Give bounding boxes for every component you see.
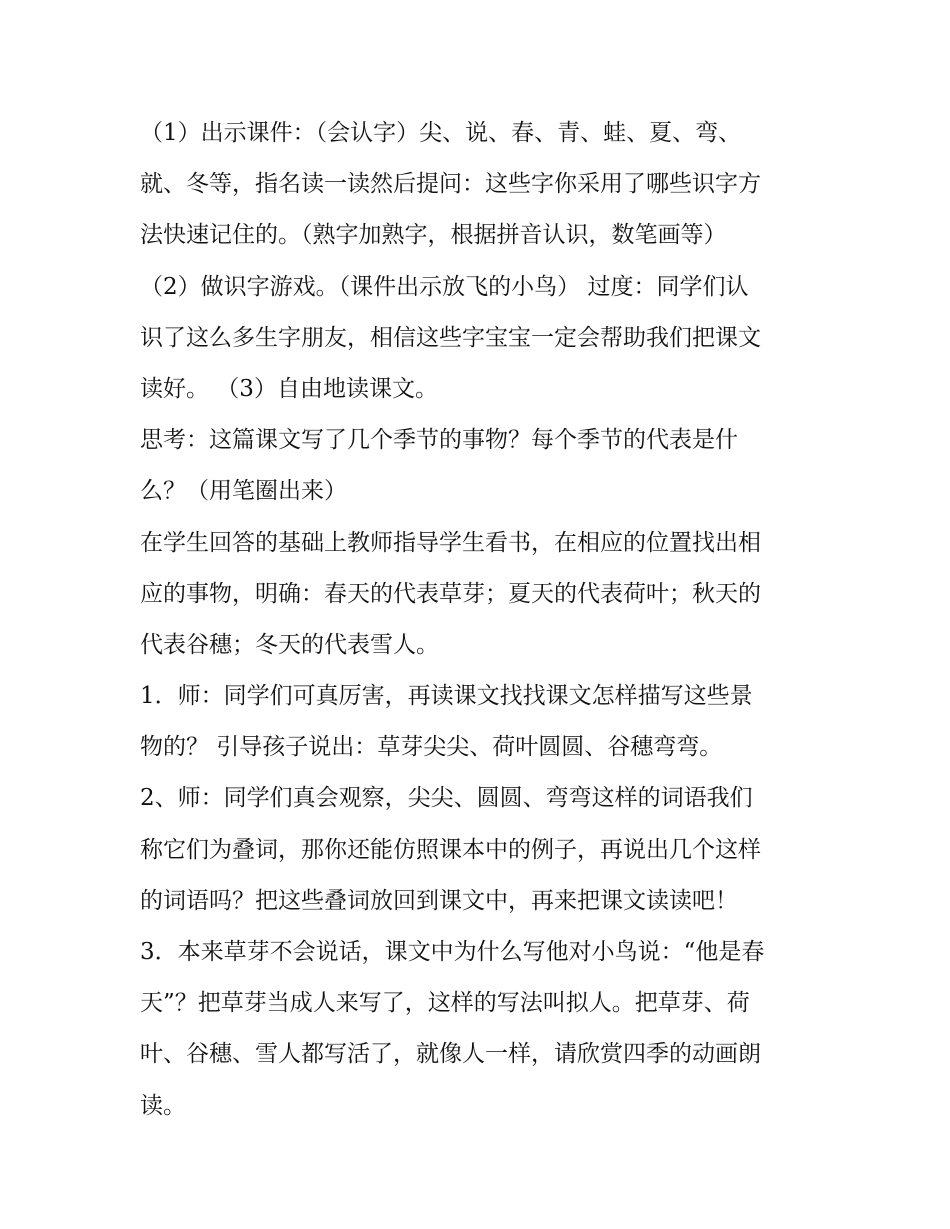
text-line: 在学生回答的基础上教师指导学生看书，在相应的位置找出相 bbox=[140, 529, 761, 556]
text-line: 思考：这篇课文写了几个季节的事物？每个季节的代表是什 bbox=[140, 427, 738, 454]
text-line: 的词语吗？把这些叠词放回到课文中，再来把课文读读吧！ bbox=[140, 887, 738, 914]
text-line: 识了这么多生字朋友，相信这些字宝宝一定会帮助我们把课文 bbox=[140, 324, 761, 351]
text-line: 3．本来草芽不会说话，课文中为什么写他对小鸟说：“他是春 bbox=[140, 939, 765, 965]
text-line: （1）出示课件：（会认字）尖、说、春、青、蛙、夏、弯、 bbox=[140, 120, 742, 146]
text-line: 叶、谷穗、雪人都写活了，就像人一样，请欣赏四季的动画朗 bbox=[140, 1041, 761, 1068]
text-line: 么？（用笔圈出来） bbox=[140, 478, 347, 505]
text-line: 应的事物，明确：春天的代表草芽；夏天的代表荷叶；秋天的 bbox=[140, 580, 761, 607]
text-line: 读。 bbox=[140, 1092, 186, 1119]
text-line: 1．师：同学们可真厉害，再读课文找找课文怎样描写这些景 bbox=[140, 683, 753, 710]
text-line: 称它们为叠词，那你还能仿照课本中的例子，再说出几个这样 bbox=[140, 836, 761, 863]
text-line: 2、师：同学们真会观察，尖尖、圆圆、弯弯这样的词语我们 bbox=[140, 785, 753, 812]
text-line: 法快速记住的。（熟字加熟字，根据拼音认识，数笔画等） bbox=[140, 222, 727, 249]
text-line: （2）做识字游戏。（课件出示放飞的小鸟） 过度：同学们认 bbox=[140, 273, 749, 300]
text-line: 代表谷穗；冬天的代表雪人。 bbox=[140, 631, 439, 658]
text-line: 天”？把草芽当成人来写了，这样的写法叫拟人。把草芽、荷 bbox=[140, 990, 750, 1017]
document-body bbox=[140, 108, 820, 1132]
text-line: 物的？ 引导孩子说出：草芽尖尖、荷叶圆圆、谷穗弯弯。 bbox=[140, 734, 723, 761]
text-line: 读好。 （3）自由地读课文。 bbox=[140, 375, 438, 402]
text-line: 就、冬等，指名读一读然后提问：这些字你采用了哪些识字方 bbox=[140, 171, 761, 198]
